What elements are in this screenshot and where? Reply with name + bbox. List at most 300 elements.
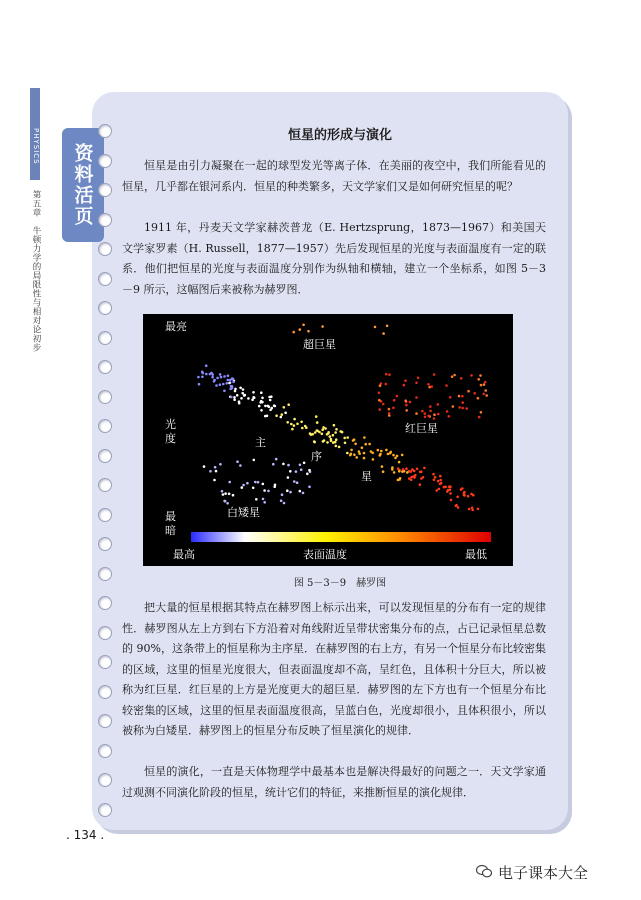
star-dot [255, 498, 258, 501]
star-dot [448, 485, 451, 488]
star-dot [262, 483, 265, 486]
star-dot [343, 437, 346, 440]
star-dot [274, 484, 277, 487]
star-dot [415, 382, 418, 385]
star-dot [240, 397, 243, 400]
star-dot [295, 470, 298, 473]
star-dot [289, 491, 292, 494]
star-dot [214, 466, 217, 469]
binder-ring [98, 419, 112, 433]
star-dot [286, 421, 289, 424]
star-dot [456, 496, 459, 499]
paragraph-3: 把大量的恒星根据其特点在赫罗图上标示出来，可以发现恒星的分布有一定的规律性．赫罗图从左上方到右下方沿着对角线附近呈带状密集分布的点，占已记录恒星总数的 90%，这条带上的恒星称为主序星．在赫罗图的右上方，有另一个恒星分布比较密集的区域，这里的恒星光度很大，但表面温度却不高，呈红色，且体积十分巨大，所以被称为红巨星．红巨星的上方是光度更大的超巨星．赫罗图的左下方也有一个恒星分布比较密集的区域，这里的恒星表面温度很高，呈蓝白色，光度却很小，且体积很小，所以被称为白矮星．赫罗图上的恒星分布反映了恒星演化的规律． [122, 601, 546, 737]
star-dot [439, 483, 442, 486]
star-dot [253, 459, 256, 462]
star-dot [219, 463, 222, 466]
binder-ring [98, 360, 112, 374]
star-dot [215, 384, 218, 387]
y-label-bottom: 最暗 [165, 510, 176, 537]
star-dot [236, 460, 239, 463]
star-dot [445, 384, 448, 387]
y-label-mid: 光度 [165, 418, 176, 445]
star-dot [385, 449, 388, 452]
star-dot [289, 470, 292, 473]
star-dot [461, 401, 464, 404]
star-dot [416, 468, 419, 471]
star-dot [257, 481, 260, 484]
star-dot [303, 462, 306, 465]
star-dot [329, 435, 332, 438]
star-dot [307, 330, 310, 333]
star-dot [385, 383, 388, 386]
star-dot [465, 407, 468, 410]
star-dot [231, 387, 234, 390]
star-dot [382, 403, 385, 406]
star-dot [272, 463, 275, 466]
star-dot [458, 406, 461, 409]
star-dot [247, 397, 250, 400]
star-dot [254, 481, 257, 484]
star-dot [433, 413, 436, 416]
star-dot [429, 410, 432, 413]
star-dot [238, 402, 241, 405]
star-dot [478, 416, 481, 419]
star-dot [424, 416, 427, 419]
star-dot [316, 421, 319, 424]
star-dot [388, 414, 391, 417]
star-dot [284, 412, 287, 415]
chat-bubble-icon [476, 864, 492, 878]
star-dot [326, 441, 329, 444]
star-dot [213, 479, 216, 482]
label-main-1: 主 [255, 436, 266, 449]
star-dot [211, 376, 214, 379]
binder-ring [98, 508, 112, 522]
star-dot [281, 413, 284, 416]
star-dot [388, 408, 391, 411]
star-dot [470, 493, 473, 496]
star-dot [455, 504, 458, 507]
star-dot [230, 396, 233, 399]
star-dot [296, 423, 299, 426]
star-dot [209, 470, 212, 473]
star-dot [434, 476, 437, 479]
star-dot [450, 499, 453, 502]
star-dot [258, 405, 261, 408]
star-dot [458, 395, 461, 398]
star-dot [405, 404, 408, 407]
star-dot [222, 383, 225, 386]
star-dot [405, 409, 408, 412]
label-red-giant: 红巨星 [405, 422, 438, 435]
star-dot [261, 397, 264, 400]
star-dot [461, 407, 464, 410]
star-dot [198, 383, 201, 386]
star-dot [260, 409, 263, 412]
star-dot [286, 489, 289, 492]
star-dot [219, 383, 222, 386]
star-dot [386, 325, 389, 328]
binder-ring [98, 567, 112, 581]
star-dot [467, 390, 470, 393]
star-dot [419, 483, 422, 486]
chapter-label: 第五章 牛顿力学的局限性与相对论初步 [31, 190, 41, 352]
star-dot [363, 457, 366, 460]
star-dot [308, 486, 311, 489]
star-dot [275, 458, 278, 461]
star-dot [228, 481, 231, 484]
star-dot [391, 466, 394, 469]
star-dot [224, 500, 227, 503]
label-main-2: 序 [311, 450, 322, 463]
label-supergiant: 超巨星 [303, 338, 336, 351]
star-dot [346, 452, 349, 455]
binder-ring [98, 714, 112, 728]
star-dot [398, 461, 401, 464]
star-dot [293, 418, 296, 421]
star-dot [417, 377, 420, 380]
star-dot [423, 467, 426, 470]
star-dot [228, 382, 231, 385]
star-dot [354, 443, 357, 446]
binder-ring [98, 596, 112, 610]
star-dot [437, 403, 440, 406]
star-dot [311, 433, 314, 436]
binder-ring [98, 478, 112, 492]
star-dot [387, 453, 390, 456]
star-dot [374, 326, 377, 329]
star-dot [457, 506, 460, 509]
star-dot [332, 434, 335, 437]
star-dot [363, 452, 366, 455]
star-dot [453, 374, 456, 377]
binder-ring [98, 773, 112, 787]
star-dot [324, 427, 327, 430]
star-dot [460, 377, 463, 380]
x-label-right: 最低 [465, 548, 487, 561]
star-dot [370, 450, 373, 453]
star-dot [293, 480, 296, 483]
star-dot [223, 390, 226, 393]
star-dot [233, 398, 236, 401]
paragraph-4: 恒星的演化，一直是天体物理学中最基本也是解决得最好的问题之一．天文学家通过观测不同演化阶段的恒星，统计它们的特征，来推断恒星的演化规律． [122, 765, 546, 799]
star-dot [213, 380, 216, 383]
star-dot [300, 468, 303, 471]
star-dot [482, 393, 485, 396]
star-dot [302, 492, 305, 495]
star-dot [283, 406, 286, 409]
star-dot [335, 428, 338, 431]
star-dot [437, 413, 440, 416]
star-dot [413, 476, 416, 479]
binder-ring [98, 272, 112, 286]
star-dot [377, 449, 380, 452]
star-dot [239, 464, 242, 467]
star-dot [239, 387, 242, 390]
star-dot [222, 493, 225, 496]
star-dot [227, 374, 230, 377]
figure-caption: 图 5－3－9 赫罗图 [293, 578, 387, 589]
star-dot [219, 373, 222, 376]
star-dot [477, 508, 480, 511]
star-dot [435, 489, 438, 492]
star-dot [379, 454, 382, 457]
star-dot [385, 373, 388, 376]
star-dot [479, 374, 482, 377]
star-dot [382, 332, 385, 335]
star-dot [241, 392, 244, 395]
star-dot [262, 498, 265, 501]
binder-ring [98, 242, 112, 256]
star-dot [339, 430, 342, 433]
binder-ring [98, 154, 112, 168]
star-dot [411, 468, 414, 471]
star-dot [313, 440, 316, 443]
star-dot [271, 407, 274, 410]
watermark-text: 电子课本大全 [498, 864, 589, 882]
binder-ring [98, 124, 112, 138]
star-dot [308, 469, 311, 472]
star-dot [344, 442, 347, 445]
star-dot [269, 399, 272, 402]
temperature-color-bar [191, 532, 491, 542]
star-dot [449, 396, 452, 399]
star-dot [406, 471, 409, 474]
star-dot [404, 379, 407, 382]
star-dot [355, 456, 358, 459]
star-dot [346, 436, 349, 439]
star-dot [429, 405, 432, 408]
star-dot [216, 377, 219, 380]
star-dot [263, 501, 266, 504]
star-dot [382, 470, 385, 473]
star-dot [224, 492, 227, 495]
star-dot [260, 400, 263, 403]
paragraph-1: 恒星是由引力凝聚在一起的球型发光等离子体．在美丽的夜空中，我们所能看见的恒星，几乎都在银河系内．恒星的种类繁多，天文学家们又是如何研究恒星的呢？ [122, 159, 546, 193]
star-dot [291, 428, 294, 431]
star-dot [197, 376, 200, 379]
star-dot [318, 431, 321, 434]
star-dot [252, 487, 255, 490]
label-white-dwarf: 白矮星 [227, 506, 260, 519]
star-dot [396, 395, 399, 398]
star-dot [483, 383, 486, 386]
star-dot [473, 392, 476, 395]
star-dot [352, 439, 355, 442]
star-dot [378, 392, 381, 395]
star-dot [252, 391, 255, 394]
binder-ring [98, 390, 112, 404]
star-dot [273, 404, 276, 407]
star-dot [263, 489, 266, 492]
star-dot [338, 446, 341, 449]
star-dot [363, 436, 366, 439]
star-dot [332, 441, 335, 444]
star-dot [302, 324, 305, 327]
star-dot [226, 382, 229, 385]
star-dot [446, 490, 449, 493]
binder-ring [98, 301, 112, 315]
star-dot [232, 378, 235, 381]
star-dot [353, 453, 356, 456]
star-dot [392, 407, 395, 410]
star-dot [299, 490, 302, 493]
hr-diagram [143, 314, 513, 566]
star-dot [334, 431, 337, 434]
star-dot [201, 376, 204, 379]
star-dot [223, 375, 226, 378]
star-dot [270, 395, 273, 398]
star-dot [398, 470, 401, 473]
star-dot [205, 364, 208, 367]
y-label-top: 最亮 [165, 320, 187, 333]
star-dot [211, 373, 214, 376]
star-dot [484, 389, 487, 392]
binder-ring [98, 744, 112, 758]
star-dot [401, 454, 404, 457]
star-points [197, 324, 488, 512]
star-dot [266, 415, 269, 418]
star-dot [421, 410, 424, 413]
star-dot [452, 405, 455, 408]
binder-ring [98, 803, 112, 817]
star-dot [485, 394, 488, 397]
star-dot [301, 427, 304, 430]
star-dot [205, 373, 208, 376]
star-dot [201, 371, 204, 374]
star-dot [321, 325, 324, 328]
star-dot [378, 408, 381, 411]
star-dot [463, 491, 466, 494]
x-label-mid: 表面温度 [303, 548, 347, 561]
star-dot [449, 492, 452, 495]
star-dot [290, 423, 293, 426]
star-dot [246, 482, 249, 485]
binder-ring [98, 183, 112, 197]
star-dot [299, 328, 302, 331]
label-main-3: 星 [361, 470, 372, 483]
star-dot [227, 379, 230, 382]
star-dot [335, 438, 338, 441]
star-dot [244, 394, 247, 397]
star-dot [253, 396, 256, 399]
star-dot [372, 458, 375, 461]
star-dot [232, 381, 235, 384]
star-dot [467, 495, 470, 498]
star-dot [306, 473, 309, 476]
star-dot [432, 473, 435, 476]
star-dot [368, 443, 371, 446]
star-dot [305, 426, 308, 429]
star-dot [388, 373, 391, 376]
star-dot [315, 415, 318, 418]
star-dot [460, 488, 463, 491]
star-dot [323, 439, 326, 442]
star-dot [221, 490, 224, 493]
star-dot [444, 486, 447, 489]
star-dot [437, 480, 440, 483]
star-dot [242, 388, 245, 391]
star-dot [396, 455, 399, 458]
star-dot [433, 479, 436, 482]
star-dot [420, 477, 423, 480]
star-dot [260, 391, 263, 394]
star-dot [484, 381, 487, 384]
star-dot [381, 465, 384, 468]
star-dot [480, 411, 483, 414]
star-dot [293, 424, 296, 427]
star-dot [264, 405, 267, 408]
binder-ring [98, 331, 112, 345]
binder-ring [98, 685, 112, 699]
binder-ring [98, 449, 112, 463]
star-dot [232, 494, 235, 497]
star-dot [438, 488, 441, 491]
binder-ring [98, 655, 112, 669]
star-dot [321, 428, 324, 431]
star-dot [296, 481, 299, 484]
star-dot [424, 412, 427, 415]
star-dot [215, 470, 218, 473]
star-dot [236, 394, 239, 397]
star-dot [451, 375, 454, 378]
star-dot [433, 373, 436, 376]
star-dot [229, 379, 232, 382]
star-dot [392, 454, 395, 457]
star-dot [402, 468, 405, 471]
star-dot [380, 450, 383, 453]
star-dot [361, 446, 364, 449]
star-dot [480, 384, 483, 387]
star-dot [364, 443, 367, 446]
star-dot [448, 415, 451, 418]
binder-ring [98, 626, 112, 640]
star-dot [233, 396, 236, 399]
star-dot [439, 479, 442, 482]
star-dot [393, 471, 396, 474]
star-dot [389, 452, 392, 455]
star-dot [287, 403, 290, 406]
star-dot [234, 390, 237, 393]
star-dot [468, 508, 471, 511]
star-dot [292, 331, 295, 334]
article-title: 恒星的形成与演化 [287, 128, 392, 143]
star-dot [349, 454, 352, 457]
star-dot [477, 397, 480, 400]
star-dot [471, 509, 474, 512]
star-dot [427, 415, 430, 418]
star-dot [409, 401, 412, 404]
series-label: PHYSICS [32, 128, 40, 165]
star-dot [477, 378, 480, 381]
star-dot [449, 488, 452, 491]
star-dot [321, 433, 324, 436]
star-dot [378, 399, 381, 402]
star-dot [275, 414, 278, 417]
star-dot [446, 410, 449, 413]
star-dot [287, 464, 290, 467]
star-dot [461, 395, 464, 398]
binder-ring [98, 537, 112, 551]
section-tab: 资料活页 [62, 128, 104, 242]
star-dot [393, 399, 396, 402]
star-dot [220, 376, 223, 379]
page-number: . 134 . [66, 828, 105, 842]
star-dot [330, 438, 333, 441]
star-dot [397, 467, 400, 470]
star-dot [350, 449, 353, 452]
star-dot [333, 424, 336, 427]
